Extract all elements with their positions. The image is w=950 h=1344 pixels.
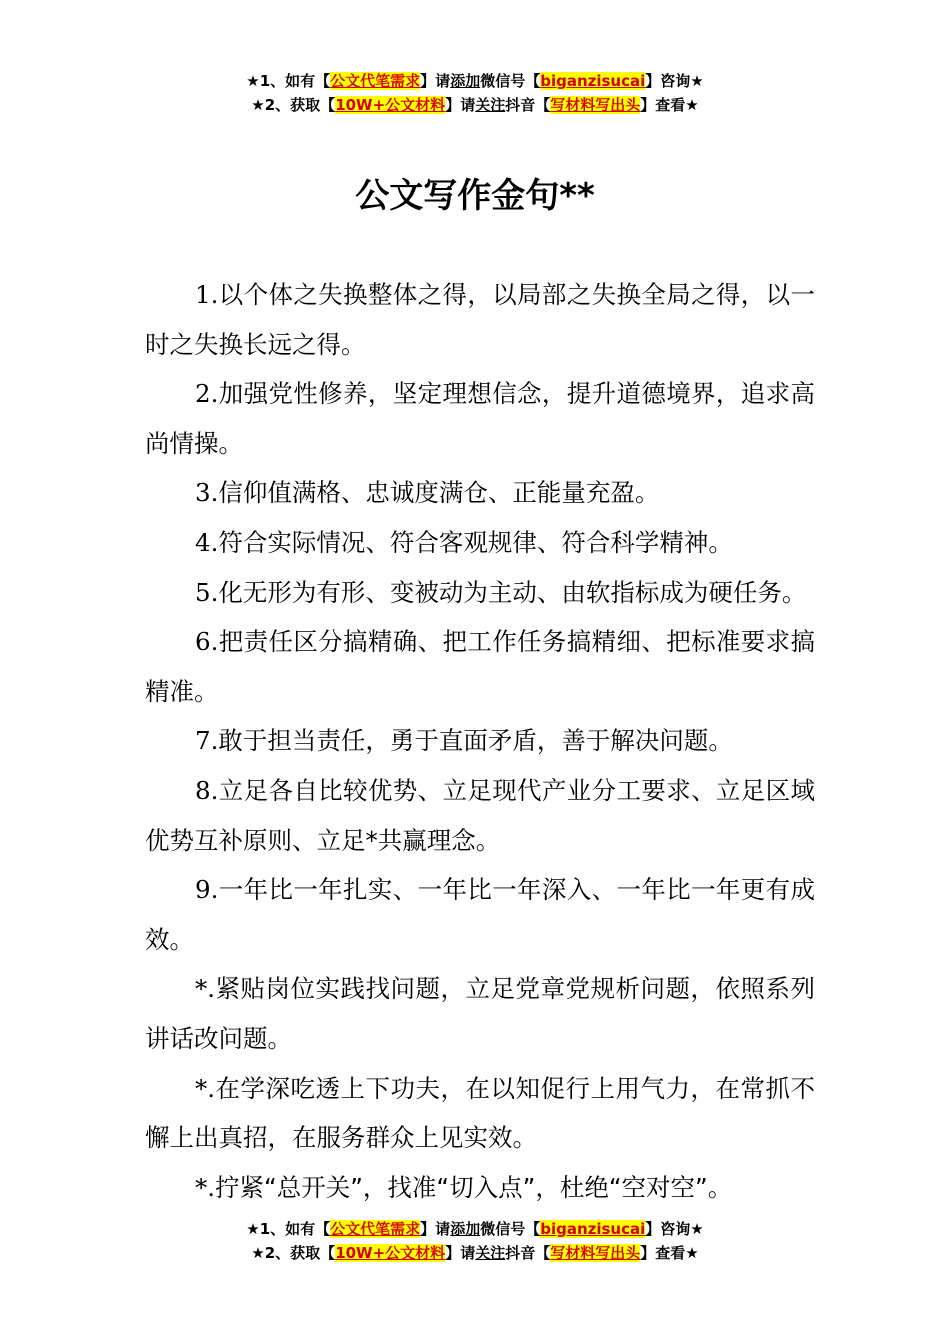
header-promo-banner	[0, 69, 950, 117]
promo-highlight: 10W+公文材料	[335, 96, 446, 114]
promo-text: 】请	[445, 96, 476, 114]
quote-paragraph	[145, 270, 815, 369]
promo-line-1	[0, 1217, 950, 1241]
paragraph-text: 化无形为有形、变被动为主动、由软指标成为硬任务。	[218, 577, 807, 607]
paragraph-number: 3.	[195, 478, 219, 508]
paragraph-number: *.	[195, 1073, 216, 1103]
promo-text: 】查看★	[640, 1244, 699, 1262]
promo-douyin-account: 写材料写出头	[550, 1244, 641, 1262]
paragraph-text: 把责任区分搞精确、把工作任务搞精细、把标准要求搞精准。	[145, 627, 815, 706]
document-title: 公文写作金句**	[355, 176, 595, 216]
paragraph-text: 一年比一年扎实、一年比一年深入、一年比一年更有成效。	[145, 875, 815, 954]
quote-paragraph	[145, 766, 815, 865]
promo-text: 抖音【	[505, 96, 551, 114]
promo-line-1	[0, 69, 950, 93]
quote-paragraph	[145, 468, 815, 518]
quote-paragraph	[145, 1163, 815, 1213]
promo-text: 】咨询★	[645, 72, 704, 90]
promo-douyin-account: 写材料写出头	[550, 96, 641, 114]
promo-underline: 关注	[475, 96, 506, 114]
paragraph-number: 7.	[195, 726, 219, 756]
promo-line-2	[0, 1241, 950, 1265]
promo-underline: 关注	[475, 1244, 506, 1262]
document-body	[145, 270, 815, 1212]
footer-promo-banner	[0, 1217, 950, 1265]
promo-text: 】请	[420, 72, 451, 90]
paragraph-text: 敢于担当责任，勇于直面矛盾，善于解决问题。	[218, 726, 733, 756]
promo-text: ★2、获取【	[251, 1244, 336, 1262]
quote-paragraph	[145, 964, 815, 1063]
promo-text: 抖音【	[505, 1244, 551, 1262]
quote-paragraph	[145, 617, 815, 716]
paragraph-number: 6.	[195, 627, 219, 657]
promo-text: 】查看★	[640, 96, 699, 114]
paragraph-text: 在学深吃透上下功夫，在以知促行上用气力，在常抓不懈上出真招，在服务群众上见实效。	[145, 1073, 815, 1153]
promo-underline: 添加	[450, 72, 481, 90]
paragraph-text: 紧贴岗位实践找问题，立足党章党规析问题，依照系列讲话改问题。	[145, 974, 815, 1053]
promo-wechat-id: biganzisucai	[540, 72, 646, 90]
paragraph-text: 以个体之失换整体之得，以局部之失换全局之得，以一时之失换长远之得。	[145, 280, 815, 359]
paragraph-number: 4.	[195, 527, 219, 557]
paragraph-number: 9.	[195, 875, 219, 905]
promo-line-2	[0, 93, 950, 117]
promo-highlight: 10W+公文材料	[335, 1244, 446, 1262]
quote-paragraph	[145, 716, 815, 766]
promo-underline: 添加	[450, 1220, 481, 1238]
paragraph-text: 拧紧“总开关”，找准“切入点”，杜绝“空对空”。	[215, 1172, 733, 1202]
promo-text: ★2、获取【	[251, 96, 336, 114]
promo-text: 微信号【	[480, 1220, 541, 1238]
paragraph-text: 立足各自比较优势、立足现代产业分工要求、立足区域优势互补原则、立足*共赢理念。	[145, 775, 815, 855]
paragraph-number: *.	[195, 974, 216, 1004]
promo-wechat-id: biganzisucai	[540, 1220, 646, 1238]
paragraph-number: 1.	[195, 280, 219, 309]
quote-paragraph	[145, 568, 815, 618]
paragraph-number: 2.	[195, 379, 219, 409]
promo-text: ★1、如有【	[246, 72, 331, 90]
quote-paragraph	[145, 518, 815, 568]
promo-text: 微信号【	[480, 72, 541, 90]
paragraph-number: 5.	[195, 577, 219, 607]
promo-text: 】咨询★	[645, 1220, 704, 1238]
quote-paragraph	[145, 1064, 815, 1163]
quote-paragraph	[145, 369, 815, 468]
paragraph-number: *.	[195, 1172, 216, 1202]
promo-text: 】请	[420, 1220, 451, 1238]
paragraph-text: 信仰值满格、忠诚度满仓、正能量充盈。	[218, 478, 660, 508]
promo-highlight: 公文代笔需求	[330, 1220, 421, 1238]
promo-highlight: 公文代笔需求	[330, 72, 421, 90]
paragraph-text: 符合实际情况、符合客观规律、符合科学精神。	[218, 527, 733, 557]
paragraph-number: 8.	[195, 775, 219, 805]
quote-paragraph	[145, 865, 815, 964]
paragraph-text: 加强党性修养，坚定理想信念，提升道德境界，追求高尚情操。	[145, 379, 815, 458]
promo-text: ★1、如有【	[246, 1220, 331, 1238]
promo-text: 】请	[445, 1244, 476, 1262]
